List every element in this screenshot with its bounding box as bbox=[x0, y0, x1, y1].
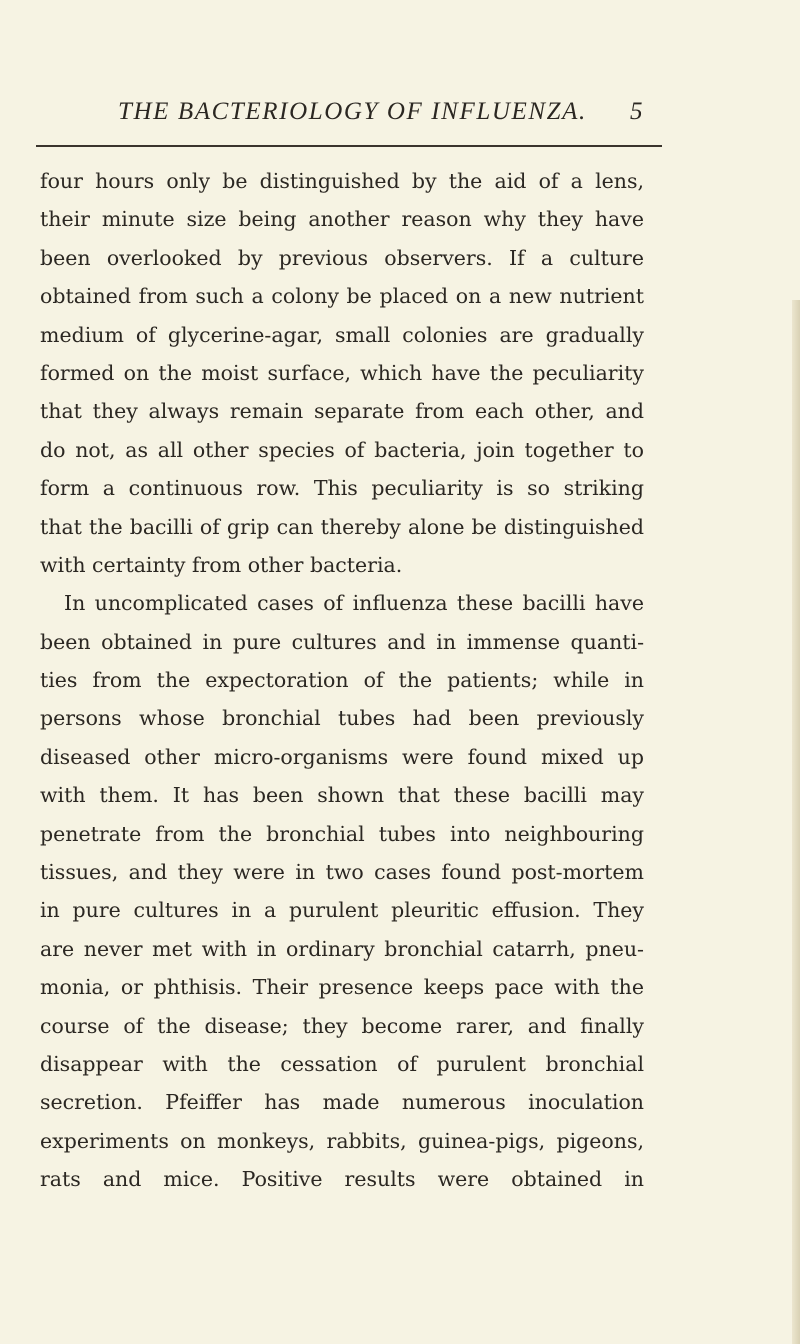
text-line: that they always remain separate from each other, and bbox=[40, 399, 644, 424]
text-line: four hours only be distinguished by the aid of a lens, bbox=[40, 169, 644, 193]
text-line: diseased other micro-organisms were found mixed up bbox=[40, 744, 644, 769]
text-line: in pure cultures in a purulent pleuritic effusion. They bbox=[40, 898, 644, 923]
text-line: are never met with in ordinary bronchial catarrh, pneu- bbox=[40, 936, 644, 961]
header-rule bbox=[36, 145, 662, 147]
running-head bbox=[118, 98, 658, 130]
text-line: course of the disease; they become rarer, and finally bbox=[40, 1013, 644, 1038]
text-line: In uncomplicated cases of influenza these bacilli have bbox=[64, 591, 644, 616]
text-line: that the bacilli of grip can thereby alone be distinguished bbox=[40, 514, 644, 539]
text-line: ties from the expectoration of the patients; while in bbox=[40, 668, 644, 693]
page-number: 5 bbox=[630, 98, 643, 125]
text-line: formed on the moist surface, which have the peculiarity bbox=[40, 360, 644, 385]
text-line: rats and mice. Positive results were obtained in bbox=[40, 1167, 644, 1192]
text-line: with them. It has been shown that these bacilli may bbox=[40, 783, 644, 808]
text-line: medium of glycerine-agar, small colonies are gradually bbox=[40, 322, 644, 347]
text-line: monia, or phthisis. Their presence keeps pace with the bbox=[40, 975, 644, 1000]
text-line: do not, as all other species of bacteria, join together to bbox=[40, 437, 644, 462]
text-line: form a continuous row. This peculiarity is so striking bbox=[40, 476, 644, 501]
page-edge-shadow bbox=[792, 300, 800, 1344]
text-line: obtained from such a colony be placed on a new nutrient bbox=[40, 284, 644, 309]
text-line: persons whose bronchial tubes had been previously bbox=[40, 706, 644, 731]
body-text bbox=[40, 162, 644, 1199]
text-line: experiments on monkeys, rabbits, guinea-pigs, pigeons, bbox=[40, 1128, 644, 1153]
running-title: THE BACTERIOLOGY OF INFLUENZA. bbox=[118, 98, 587, 125]
text-line: with certainty from other bacteria. bbox=[40, 552, 403, 577]
text-line: disappear with the cessation of purulent bronchial bbox=[40, 1051, 644, 1076]
text-line: tissues, and they were in two cases found post-mortem bbox=[40, 860, 644, 885]
text-line: their minute size being another reason why they have bbox=[40, 207, 644, 232]
text-line: been overlooked by previous observers. If a culture bbox=[40, 245, 644, 270]
text-line: been obtained in pure cultures and in immense quanti- bbox=[40, 629, 644, 654]
text-line: penetrate from the bronchial tubes into neighbouring bbox=[40, 821, 644, 846]
text-line: secretion. Pfeiffer has made numerous inoculation bbox=[40, 1090, 644, 1115]
